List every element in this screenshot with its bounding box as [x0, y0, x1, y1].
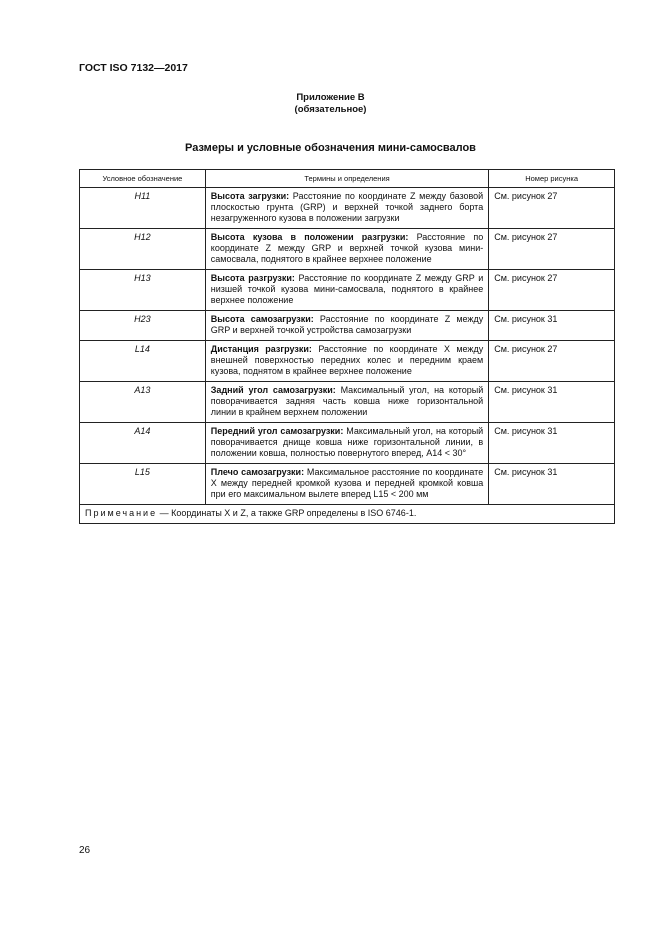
term: Дистанция разгрузки: [210, 344, 312, 354]
table-row [80, 341, 615, 382]
symbol-cell: H12 [80, 229, 206, 270]
definition-text: Расстояние по координате Z между GRP и низшей точкой кузова мини-самосвала, поднятого в крайнее верхнее положение [210, 273, 484, 305]
page-number: 26 [79, 845, 91, 856]
symbol-cell: A13 [80, 382, 206, 423]
table-row [80, 311, 615, 341]
figure-ref-cell: См. рисунок 31 [489, 311, 615, 341]
definition-text: Максимальный угол, на который поворачивается днище ковша ниже горизонтальной линии, в положении ковша, полностью повернутого вперед, A14 < 30° [210, 426, 484, 458]
term: Задний угол самозагрузки: [210, 385, 336, 395]
figure-ref-cell: См. рисунок 31 [489, 382, 615, 423]
symbol-cell: L14 [80, 341, 206, 382]
figure-ref-cell: См. рисунок 27 [489, 229, 615, 270]
definition-cell [205, 464, 488, 505]
table-note-row [80, 505, 615, 524]
symbol-cell: H11 [80, 188, 206, 229]
definitions-table [79, 169, 615, 524]
definition-cell [205, 423, 488, 464]
figure-ref-cell: См. рисунок 31 [489, 464, 615, 505]
symbol-cell: H23 [80, 311, 206, 341]
definition-text: Максимальный угол, на который поворачивается задняя часть ковша ниже горизонтальной линии в крайнем верхнем положении [210, 385, 484, 417]
definition-cell [205, 229, 488, 270]
term: Высота разгрузки: [210, 273, 295, 283]
symbol-cell: H13 [80, 270, 206, 311]
column-header-figure: Номер рисунка [489, 170, 615, 188]
symbol-cell: A14 [80, 423, 206, 464]
column-header-terms: Термины и определения [205, 170, 488, 188]
table-row [80, 382, 615, 423]
table-row [80, 270, 615, 311]
definition-text: Расстояние по координате Z между GRP и верхней точкой кузова мини-самосвала, поднятого в крайнее верхнее положение [210, 232, 484, 264]
definition-cell [205, 382, 488, 423]
table-note [80, 505, 615, 524]
definition-cell [205, 341, 488, 382]
term: Высота загрузки: [210, 191, 290, 201]
table-title: Размеры и условные обозначения мини-самосвалов [185, 142, 476, 154]
figure-ref-cell: См. рисунок 31 [489, 423, 615, 464]
table-row [80, 229, 615, 270]
term: Плечо самозагрузки: [210, 467, 305, 477]
note-label: Примечание [85, 508, 158, 518]
definition-text: Максимальное расстояние по координате X между передней кромкой кузова и передней кромкой ковша при его максимальном вылете вперед L15 < 200 мм [210, 467, 484, 499]
term: Высота кузова в положении разгрузки: [210, 232, 409, 242]
table-row [80, 188, 615, 229]
figure-ref-cell: См. рисунок 27 [489, 188, 615, 229]
figure-ref-cell: См. рисунок 27 [489, 270, 615, 311]
table-header-row [80, 170, 615, 188]
definition-text: Расстояние по координате X между внешней поверхностью передних колес и передним краем кузова, поднятом в крайнее верхнее положение [210, 344, 484, 376]
annex-title: Приложение В [296, 92, 365, 103]
figure-ref-cell: См. рисунок 27 [489, 341, 615, 382]
definition-text: Расстояние по координате Z между GRP и верхней точкой устройства самозагрузки [210, 314, 484, 335]
annex-subtitle: (обязательное) [294, 104, 367, 115]
table-row [80, 464, 615, 505]
symbol-cell: L15 [80, 464, 206, 505]
note-text: — Координаты X и Z, а также GRP определены в ISO 6746-1. [157, 508, 417, 518]
definition-cell [205, 270, 488, 311]
column-header-symbol: Условное обозначение [80, 170, 206, 188]
document-header: ГОСТ ISO 7132—2017 [79, 62, 188, 74]
definition-cell [205, 188, 488, 229]
term: Высота самозагрузки: [210, 314, 314, 324]
term: Передний угол самозагрузки: [210, 426, 344, 436]
definition-cell [205, 311, 488, 341]
definition-text: Расстояние по координате Z между базовой плоскостью грунта (GRP) и верхней точкой заднего борта незагруженного кузова в положении загрузки [210, 191, 484, 223]
table-row [80, 423, 615, 464]
